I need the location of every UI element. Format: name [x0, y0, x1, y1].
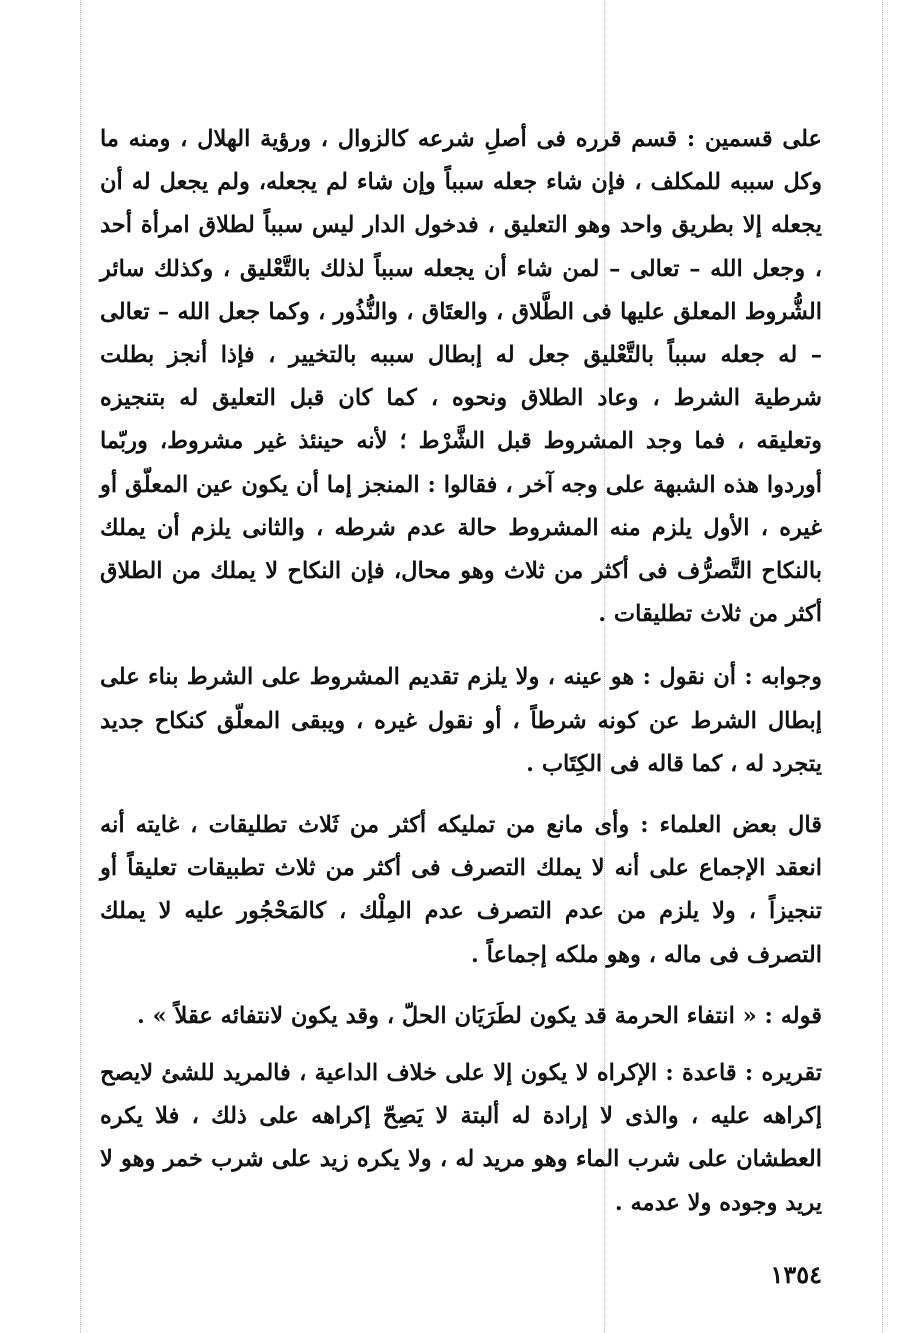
- dotted-guide-line-left: [80, 0, 81, 1333]
- dotted-guide-line-right: [882, 0, 883, 1333]
- paragraph-scholar-opinion: قال بعض العلماء : وأى مانع من تمليكه أكثر من ثَلاث تطليقات ، غايته أنه انعقد الإجماع على أنه لا يملك التصرف فى أكثر من ثلاث تطبيقات تعليقاً أو تنجيزاً ، ولا يلزم من عدم التصرف عدم المِلْك ، كالمَحْجُور عليه لا يملك التصرف فى ماله ، وهو ملكه إجماعاً .: [100, 812, 822, 968]
- paragraph-answer: وجوابه : أن نقول : هو عينه ، ولا يلزم تقديم المشروط على الشرط بناء على إبطال الشرط عن كونه شرطاً ، أو نقول غيره ، ويبقى المعلّق كنكاح جديد يتجرد له ، كما قاله فى الكِتَاب .: [100, 664, 822, 777]
- paragraph-coercion-rule: تقريره : قاعدة : الإكراه لا يكون إلا على خلاف الداعية ، فالمريد للشئ لايصح إكراهه عليه ، والذى لا إرادة له ألبتة لا يَصِحّ إكراهه على ذلك ، فلا يكره العطشان على شرب الماء وهو مريد له ، ولا يكره زيد على شرب خمر وهو لا يريد وجوده ولا عدمه .: [100, 1060, 822, 1216]
- page-body: [100, 118, 822, 1239]
- paragraph-quote: قوله : « انتفاء الحرمة قد يكون لطَرَيَان الحلّ ، وقد يكون لانتفائه عقلاً » .: [137, 1002, 822, 1029]
- paragraph-sabab-division: على قسمين : قسم قرره فى أصلِ شرعه كالزوال ، ورؤية الهلال ، ومنه ما وكل سببه للمكلف ، فإن شاء جعله سبباً وإن شاء لم يجعله، ولم يجعل له أن يجعله إلا بطريق واحد وهو التعليق ، فدخول الدار ليس سبباً لطلاق امرأة أحد ، وجعل الله – تعالى – لمن شاء أن يجعله سبباً لذلك بالتَّعْليق ، وكذلك سائر الشُّروط المعلق عليها فى الطَّلاق ، والعتَاق ، والنُّذُور ، وكما جعل الله – تعالى – له جعله سبباً بالتَّعْليق جعل له إبطال سببه بالتخيير ، فإذا أنجز بطلت شرطية الشرط ، وعاد الطلاق ونحوه ، كما كان قبل التعليق له بتنجيزه وتعليقه ، فما وجد المشروط قبل الشَّرْط ؛ لأنه حينئذ غير مشروط، وربّما أوردوا هذه الشبهة على وجه آخر ، فقالوا : المنجز إما أن يكون عين المعلّق أو غيره ، الأول يلزم منه المشروط حالة عدم شرطه ، والثانى يلزم أن يملك بالنكاح التَّصرُّف فى أكثر من ثلاث وهو محال، فإن النكاح لا يملك من الطلاق أكثر من ثلاث تطليقات .: [100, 126, 822, 628]
- page-number: ١٣٥٤: [770, 1260, 822, 1289]
